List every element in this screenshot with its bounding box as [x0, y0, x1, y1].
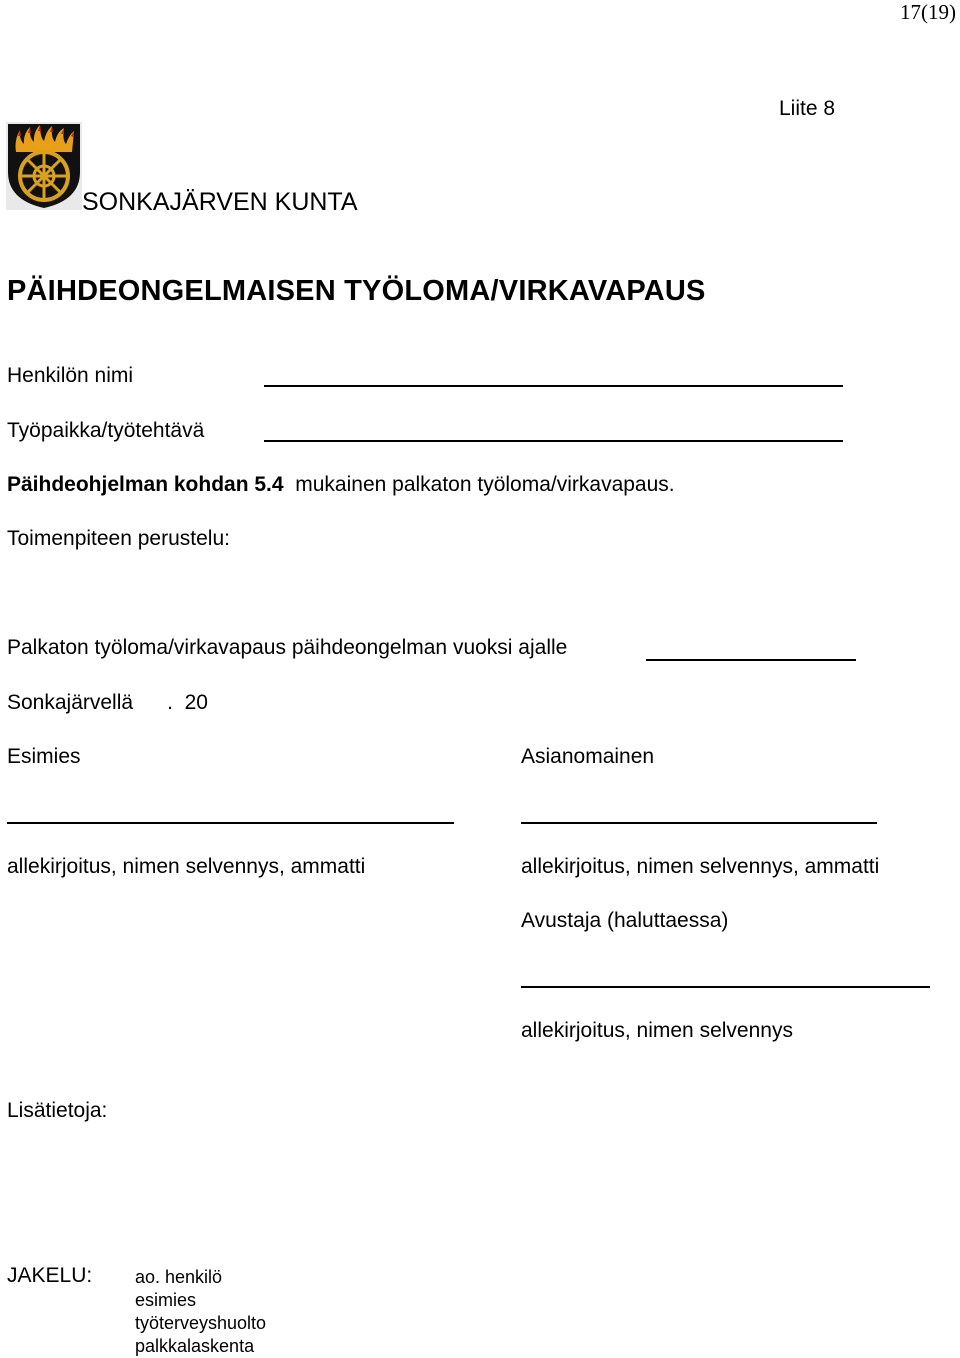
leave-period-field[interactable]: [646, 659, 856, 661]
assistant-signature-caption: allekirjoitus, nimen selvennys: [521, 1019, 793, 1042]
annex-label: Liite 8: [779, 97, 836, 120]
employee-signature-caption: allekirjoitus, nimen selvennys, ammatti: [521, 855, 880, 878]
date-dot: .: [167, 691, 173, 714]
document-title: PÄIHDEONGELMAISEN TYÖLOMA/VIRKAVAPAUS: [7, 275, 706, 307]
employee-label: Asianomainen: [521, 745, 655, 768]
basis-text: mukainen palkaton työloma/virkavapaus.: [295, 473, 675, 496]
distribution-item: palkkalaskenta: [135, 1336, 255, 1356]
year-prefix: 20: [184, 691, 208, 714]
person-name-label: Henkilön nimi: [7, 364, 134, 387]
supervisor-label: Esimies: [7, 745, 81, 768]
person-name-field[interactable]: [264, 385, 843, 387]
distribution-item: esimies: [135, 1290, 197, 1310]
workplace-label: Työpaikka/työtehtävä: [7, 419, 205, 442]
organization-name: SONKAJÄRVEN KUNTA: [82, 188, 358, 216]
distribution-list: [135, 1266, 266, 1358]
additional-info-label: Lisätietoja:: [7, 1099, 108, 1122]
page-number: 17(19): [900, 0, 956, 24]
distribution-item: ao. henkilö: [135, 1267, 223, 1287]
distribution-item: työterveyshuolto: [135, 1313, 267, 1333]
supervisor-signature-caption: allekirjoitus, nimen selvennys, ammatti: [7, 855, 366, 878]
employee-signature-field[interactable]: [521, 822, 877, 824]
leave-period-label: Palkaton työloma/virkavapaus päihdeongelman vuoksi ajalle: [7, 636, 568, 659]
place-name: Sonkajärvellä: [7, 691, 134, 714]
supervisor-signature-field[interactable]: [7, 822, 454, 824]
assistant-signature-field[interactable]: [521, 986, 930, 988]
place-date-line: [7, 691, 208, 715]
coat-of-arms-logo: [6, 122, 82, 210]
basis-statement: [7, 473, 675, 497]
assistant-label: Avustaja (haluttaessa): [521, 909, 729, 932]
justification-label: Toimenpiteen perustelu:: [7, 527, 230, 550]
workplace-field[interactable]: [264, 440, 843, 442]
distribution-label: JAKELU:: [7, 1264, 93, 1287]
basis-reference: Päihdeohjelman kohdan 5.4: [7, 473, 284, 496]
